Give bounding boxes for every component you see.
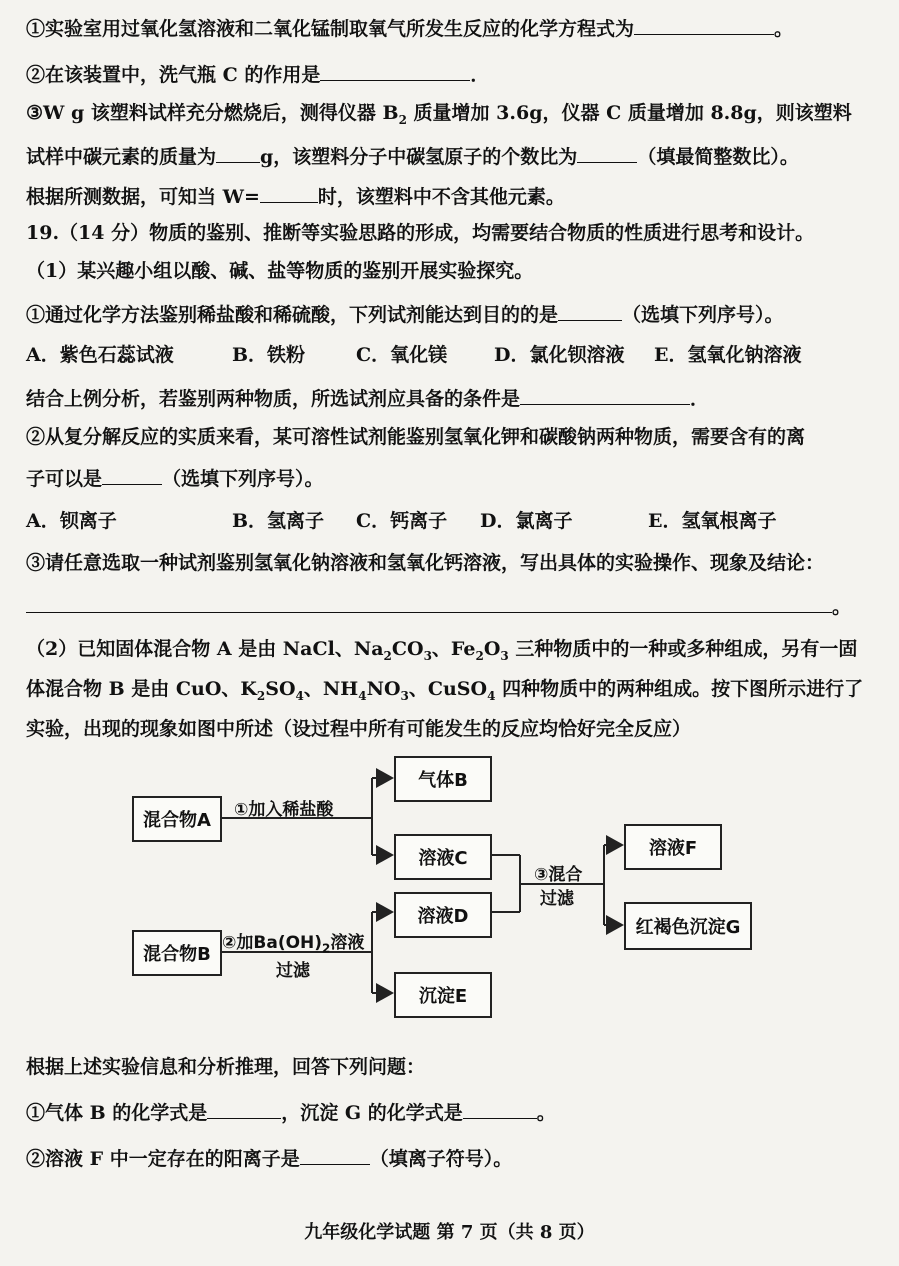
q19-part2-line2: 体混合物 B 是由 CuO、$K_2SO_4$、$NH_4NO_3$、CuSO$_4$ 四种物质中的两种组成。按下图所示进行了 [26, 678, 864, 703]
step-2-filter-label: 过滤 [276, 961, 310, 981]
box-mixture-b: 混合物B [132, 930, 222, 976]
q18-line-3: ③W g 该塑料试样充分燃烧后，测得仪器 $B_2$ 质量增加 3.6g，仪器 C 质量增加 8.8g，则该塑料 [26, 102, 852, 127]
box-solution-f: 溶液F [624, 824, 722, 870]
option-b: B．铁粉 [232, 344, 306, 366]
option-d: D．氯化钡溶液 [494, 344, 625, 366]
option-c: C．氧化镁 [356, 344, 448, 366]
option-e: E．氢氧根离子 [648, 510, 777, 532]
q19-q1: ①气体 B 的化学式是 ，沉淀 G 的化学式是 。 [26, 1098, 879, 1126]
q19-sub2-cont: 子可以是 （选填下列序号）。 [26, 464, 879, 492]
step-1-label: ①加入稀盐酸 [234, 800, 334, 820]
box-solution-c: 溶液C [394, 834, 492, 880]
q19-sub2: ②从复分解反应的实质来看，某可溶性试剂能鉴别氢氧化钾和碳酸钠两种物质，需要含有的离 [26, 426, 806, 448]
option-b: B．氢离子 [232, 510, 325, 532]
q19-part2-line3: 实验，出现的现象如图中所述（设过程中所有可能发生的反应均恰好完全反应） [26, 718, 692, 740]
q19-sub1: ①通过化学方法鉴别稀盐酸和稀硫酸，下列试剂能达到目的的是 （选填下列序号）。 [26, 300, 879, 328]
box-mixture-a: 混合物A [132, 796, 222, 842]
box-gas-b: 气体B [394, 756, 492, 802]
step-3-label: ③混合 [534, 865, 583, 885]
box-precipitate-e: 沉淀E [394, 972, 492, 1018]
box-precipitate-g: 红褐色沉淀G [624, 902, 752, 950]
option-a: A．紫色石蕊试液 [26, 344, 174, 366]
q19-sub3-answer-line: 。 [26, 592, 879, 620]
answer-blank[interactable] [463, 1098, 537, 1119]
q18-line-4: 试样中碳元素的质量为 g，该塑料分子中碳氢原子的个数比为 （填最简整数比）。 [26, 142, 879, 170]
option-c: C．钙离子 [356, 510, 448, 532]
q19-part1: （1）某兴趣小组以酸、碱、盐等物质的鉴别开展实验探究。 [26, 260, 534, 282]
q19-title: 19.（14 分）物质的鉴别、推断等实验思路的形成，均需要结合物质的性质进行思考和设计。 [26, 222, 815, 244]
q19-q2: ②溶液 F 中一定存在的阳离子是 （填离子符号）。 [26, 1144, 879, 1172]
box-solution-d: 溶液D [394, 892, 492, 938]
q19-questions-intro: 根据上述实验信息和分析推理，回答下列问题： [26, 1056, 426, 1078]
step-2-label: ②加$Ba(OH)_2$溶液 [222, 933, 365, 956]
answer-blank[interactable] [207, 1098, 281, 1119]
q18-line-2: ②在该装置中，洗气瓶 C 的作用是 ． [26, 60, 879, 88]
answer-blank[interactable] [300, 1144, 370, 1165]
q19-sub1-condition: 结合上例分析，若鉴别两种物质，所选试剂应具备的条件是 ． [26, 384, 879, 412]
option-e: E．氢氧化钠溶液 [654, 344, 802, 366]
option-d: D．氯离子 [480, 510, 573, 532]
q19-part2-line1: （2）已知固体混合物 A 是由 NaCl、$Na_2CO_3$、$Fe_2O_3$ 三种物质中的一种或多种组成，另有一固 [26, 638, 858, 663]
step-3-filter-label: 过滤 [540, 889, 574, 909]
page-footer: 九年级化学试题 第 7 页（共 8 页） [304, 1222, 595, 1243]
option-a: A．钡离子 [26, 510, 117, 532]
q18-line-1: ①实验室用过氧化氢溶液和二氧化锰制取氧气所发生反应的化学方程式为 。 [26, 14, 879, 42]
q19-sub3: ③请任意选取一种试剂鉴别氢氧化钠溶液和氢氧化钙溶液，写出具体的实验操作、现象及结论： [26, 552, 825, 574]
q18-line-5: 根据所测数据，可知当 W= 时，该塑料中不含其他元素。 [26, 182, 879, 210]
